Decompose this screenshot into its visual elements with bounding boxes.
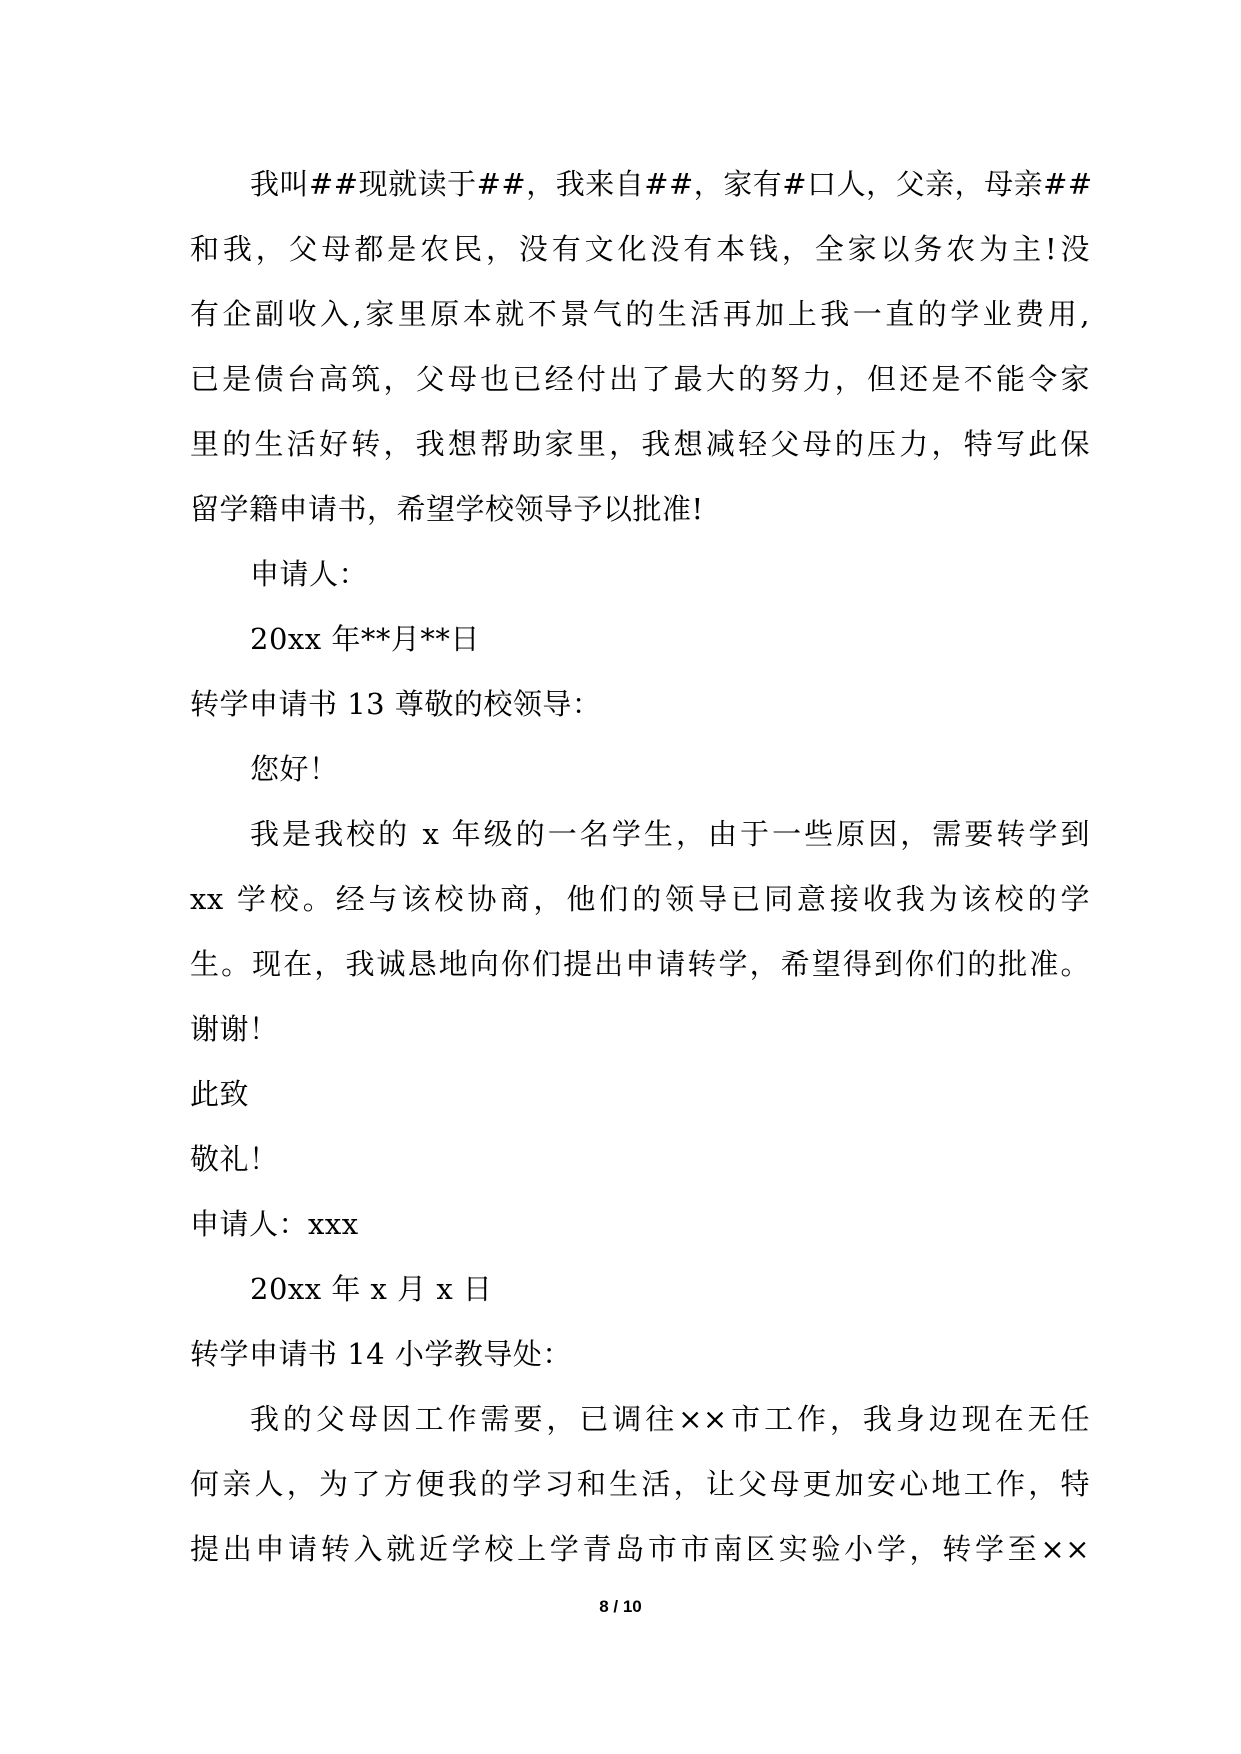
applicant-signature: 申请人：xxx [190,1207,359,1241]
paragraph-line: 我是我校的 x 年级的一名学生，由于一些原因，需要转学到 [250,817,1090,851]
document-body [190,152,1093,1582]
page-number: 8 / 10 [599,1597,642,1616]
paragraph-line: 我叫##现就读于##，我来自##，家有#口人，父亲，母亲## [250,167,1093,201]
paragraph-line: 已是债台高筑，父母也已经付出了最大的努力，但还是不能令家 [190,362,1090,396]
date-line: 20xx 年**月**日 [250,622,480,656]
paragraph-line: xx 学校。经与该校协商，他们的领导已同意接收我为该校的学 [190,882,1090,916]
paragraph-line: 里的生活好转，我想帮助家里，我想减轻父母的压力，特写此保 [190,427,1090,461]
closing-line: 此致 [190,1077,250,1111]
section-heading: 转学申请书 14 小学教导处： [190,1337,572,1371]
paragraph-line: 和我，父母都是农民，没有文化没有本钱，全家以务农为主!没 [190,232,1090,266]
paragraph-line: 生。现在，我诚恳地向你们提出申请转学，希望得到你们的批准。 [190,947,1090,981]
paragraph-line: 提出申请转入就近学校上学青岛市市南区实验小学，转学至×× [190,1532,1090,1566]
section-heading: 转学申请书 13 尊敬的校领导： [190,687,602,721]
paragraph-line: 留学籍申请书，希望学校领导予以批准! [190,492,704,526]
paragraph-line: 何亲人，为了方便我的学习和生活，让父母更加安心地工作，特 [190,1467,1090,1501]
paragraph-line: 有企副收入,家里原本就不景气的生活再加上我一直的学业费用, [190,297,1090,331]
applicant-label: 申请人： [250,557,369,591]
thanks-line: 谢谢！ [190,1012,279,1046]
paragraph-line: 我的父母因工作需要，已调往××市工作，我身边现在无任 [250,1402,1090,1436]
greeting: 您好！ [250,752,339,786]
date-line: 20xx 年 x 月 x 日 [250,1272,493,1306]
closing-salute: 敬礼！ [190,1142,279,1176]
